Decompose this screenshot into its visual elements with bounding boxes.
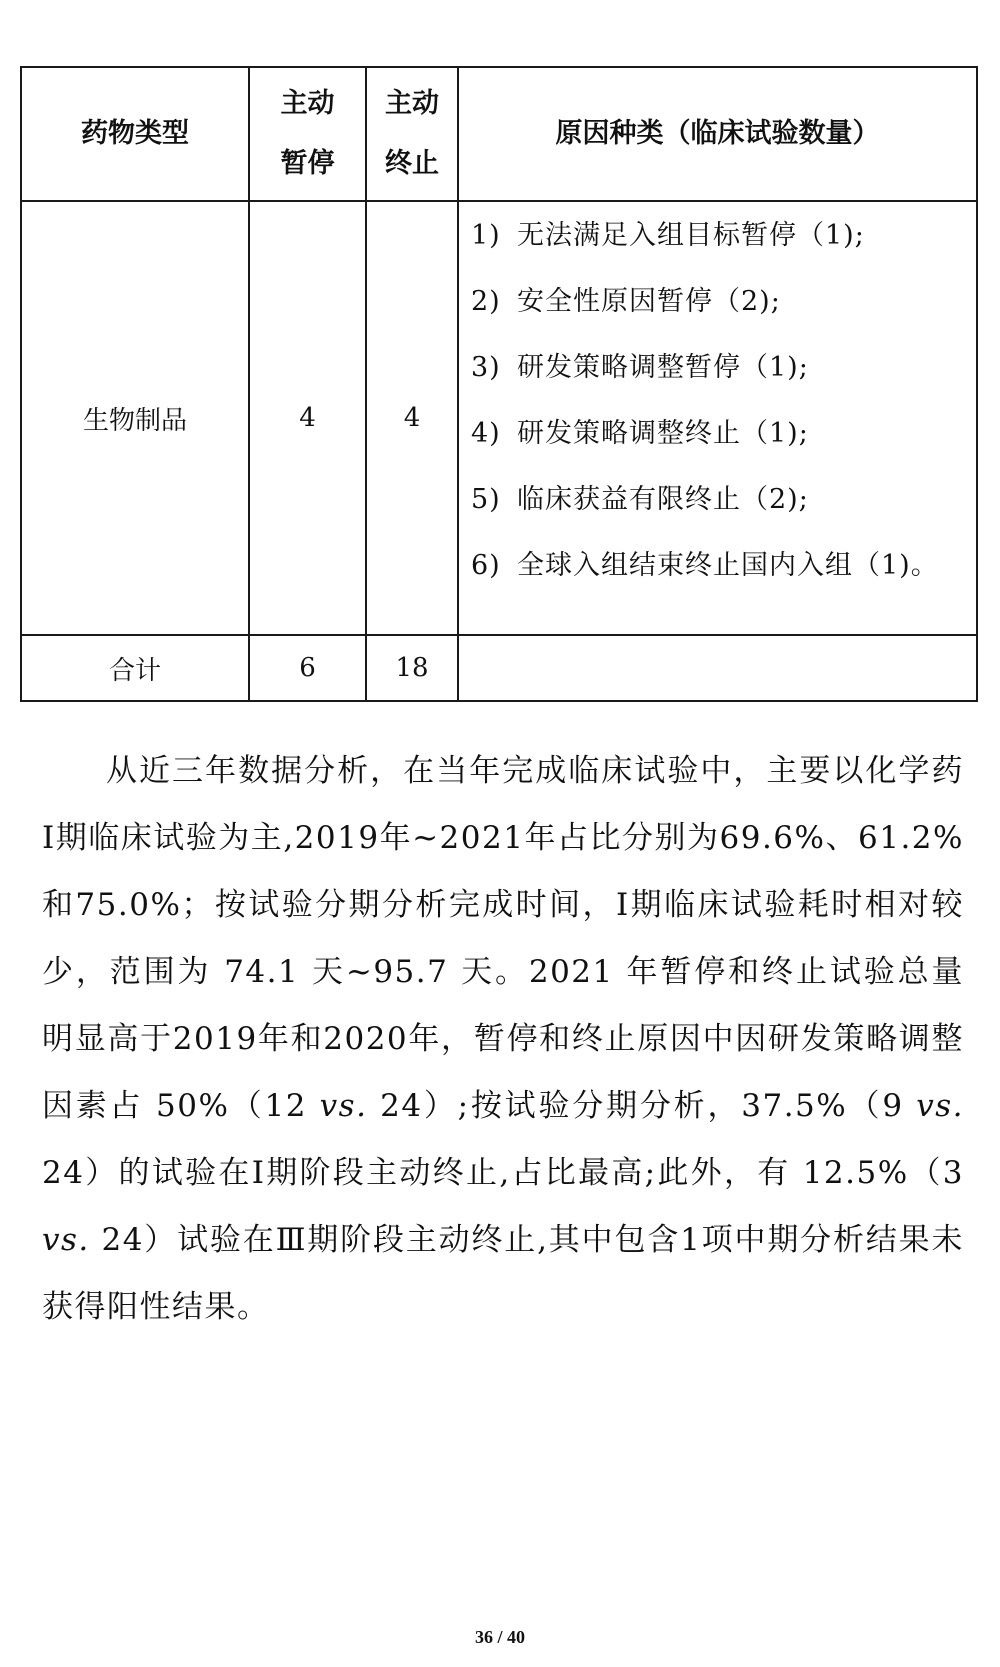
header-active-stop	[366, 67, 458, 201]
cell-pause-count: 4	[249, 201, 366, 635]
paragraph-text: 24）;按试验分期分析，37.5%（9	[367, 1088, 917, 1124]
paragraph-text: 24）试验在Ⅲ期阶段主动终止,其中包含1项中期分析结果未获得阳性结果。	[42, 1222, 964, 1325]
header-active-pause-line2: 暂停	[280, 148, 335, 179]
header-active-pause	[249, 67, 366, 201]
page-number: 36 / 40	[474, 1627, 525, 1647]
paragraph-text: 从近三年数据分析，在当年完成临床试验中，主要以化学药Ⅰ期临床试验为主,2019年~2021年占比分别为69.6%、61.2%和75.0%；按试验分期分析完成时间，Ⅰ期临床试验耗时相对较少，范围为 74.1 天~95.7 天。2021 年暂停和终止试验总量明显高于2019年和2020年，暂停和终止原因中因研发策略调整因素占 50%（12	[42, 753, 964, 1124]
cell-total-reason	[458, 635, 977, 701]
cell-drug-type: 生物制品	[21, 201, 249, 635]
vs-abbrev: vs.	[319, 1088, 368, 1124]
cell-stop-count: 4	[366, 201, 458, 635]
reason-number: 4)	[471, 418, 501, 449]
reason-text: 全球入组结束终止国内入组（1)。	[517, 550, 939, 581]
header-active-stop-line2: 终止	[385, 148, 439, 179]
reason-number: 5)	[471, 484, 501, 515]
table-header-row	[21, 67, 977, 201]
reason-number: 3)	[471, 352, 501, 383]
reason-item	[471, 282, 976, 348]
reason-item	[471, 414, 976, 480]
vs-abbrev: vs.	[916, 1088, 964, 1124]
analysis-paragraph	[42, 738, 964, 1341]
cell-total-label: 合计	[21, 635, 249, 701]
table-total-row	[21, 635, 977, 701]
reason-text: 无法满足入组目标暂停（1);	[517, 220, 865, 251]
reason-number: 2)	[471, 286, 501, 317]
table-row	[21, 201, 977, 635]
reason-item	[471, 348, 976, 414]
header-active-stop-line1: 主动	[385, 88, 439, 119]
cell-total-pause: 6	[249, 635, 366, 701]
header-reason: 原因种类（临床试验数量）	[458, 67, 977, 201]
reason-text: 安全性原因暂停（2);	[517, 286, 781, 317]
paragraph-text: 24）的试验在Ⅰ期阶段主动终止,占比最高;此外，有 12.5%（3	[42, 1155, 964, 1191]
vs-abbrev: vs.	[42, 1222, 90, 1258]
reason-item	[471, 546, 976, 612]
reason-text: 研发策略调整暂停（1);	[517, 352, 809, 383]
cell-total-stop: 18	[366, 635, 458, 701]
reason-text: 临床获益有限终止（2);	[517, 484, 809, 515]
cell-reasons	[458, 201, 977, 635]
suspension-reasons-table	[20, 66, 978, 702]
reason-item	[471, 216, 976, 282]
reason-item	[471, 480, 976, 546]
header-drug-type: 药物类型	[21, 67, 249, 201]
header-active-pause-line1: 主动	[280, 88, 335, 119]
reason-number: 6)	[471, 550, 501, 581]
reason-text: 研发策略调整终止（1);	[517, 418, 809, 449]
reason-number: 1)	[471, 220, 501, 251]
reason-list	[471, 216, 976, 612]
